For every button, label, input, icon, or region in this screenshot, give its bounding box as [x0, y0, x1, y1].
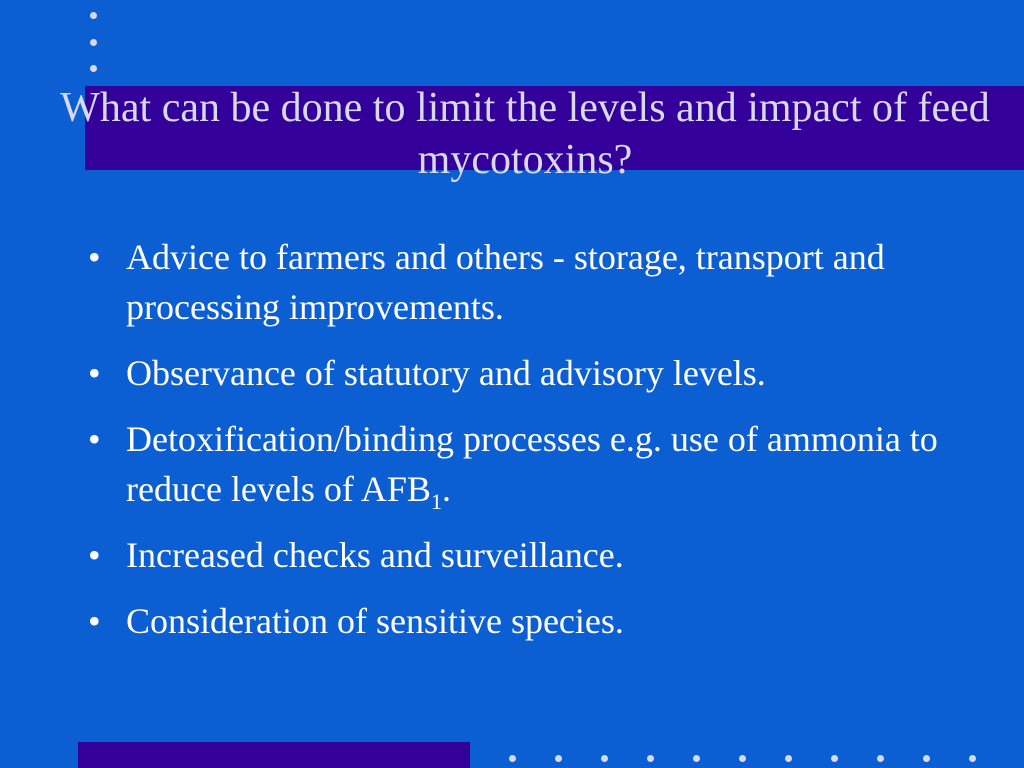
decor-dot	[90, 65, 97, 72]
bullet-item	[82, 596, 982, 646]
bullet-subscript: 1	[430, 489, 442, 515]
bullet-item	[82, 530, 982, 580]
decor-dot	[969, 755, 976, 762]
decor-dot	[555, 755, 562, 762]
bullet-marker: •	[88, 237, 101, 277]
bullet-item	[82, 232, 982, 332]
bottom-band	[78, 742, 470, 768]
decor-dot	[90, 39, 97, 46]
bullet-marker: •	[88, 353, 101, 393]
bullet-suffix: .	[441, 469, 451, 509]
bullet-item	[82, 414, 982, 514]
bullet-text: Advice to farmers and others - storage, transport and processing improvements.	[126, 237, 885, 327]
decor-dot	[739, 755, 746, 762]
bullet-text: Observance of statutory and advisory levels.	[126, 353, 766, 393]
decor-dot	[601, 755, 608, 762]
decor-dot	[90, 12, 97, 19]
bullet-marker: •	[88, 535, 101, 575]
decor-dot	[831, 755, 838, 762]
bullet-text: Consideration of sensitive species.	[126, 601, 624, 641]
decor-dot	[693, 755, 700, 762]
decor-dot	[785, 755, 792, 762]
bullet-item	[82, 348, 982, 398]
decor-dot	[509, 755, 516, 762]
bullet-marker: •	[88, 601, 101, 641]
bullet-list	[82, 232, 982, 662]
bullet-text: Increased checks and surveillance.	[126, 535, 624, 575]
bullet-marker: •	[88, 419, 101, 459]
decor-dot	[647, 755, 654, 762]
slide-title: What can be done to limit the levels and impact of feed mycotoxins?	[60, 85, 990, 183]
bullet-text: Detoxification/binding processes e.g. use of ammonia to reduce levels of AFB	[126, 419, 938, 509]
decor-dot	[877, 755, 884, 762]
decor-dot	[923, 755, 930, 762]
